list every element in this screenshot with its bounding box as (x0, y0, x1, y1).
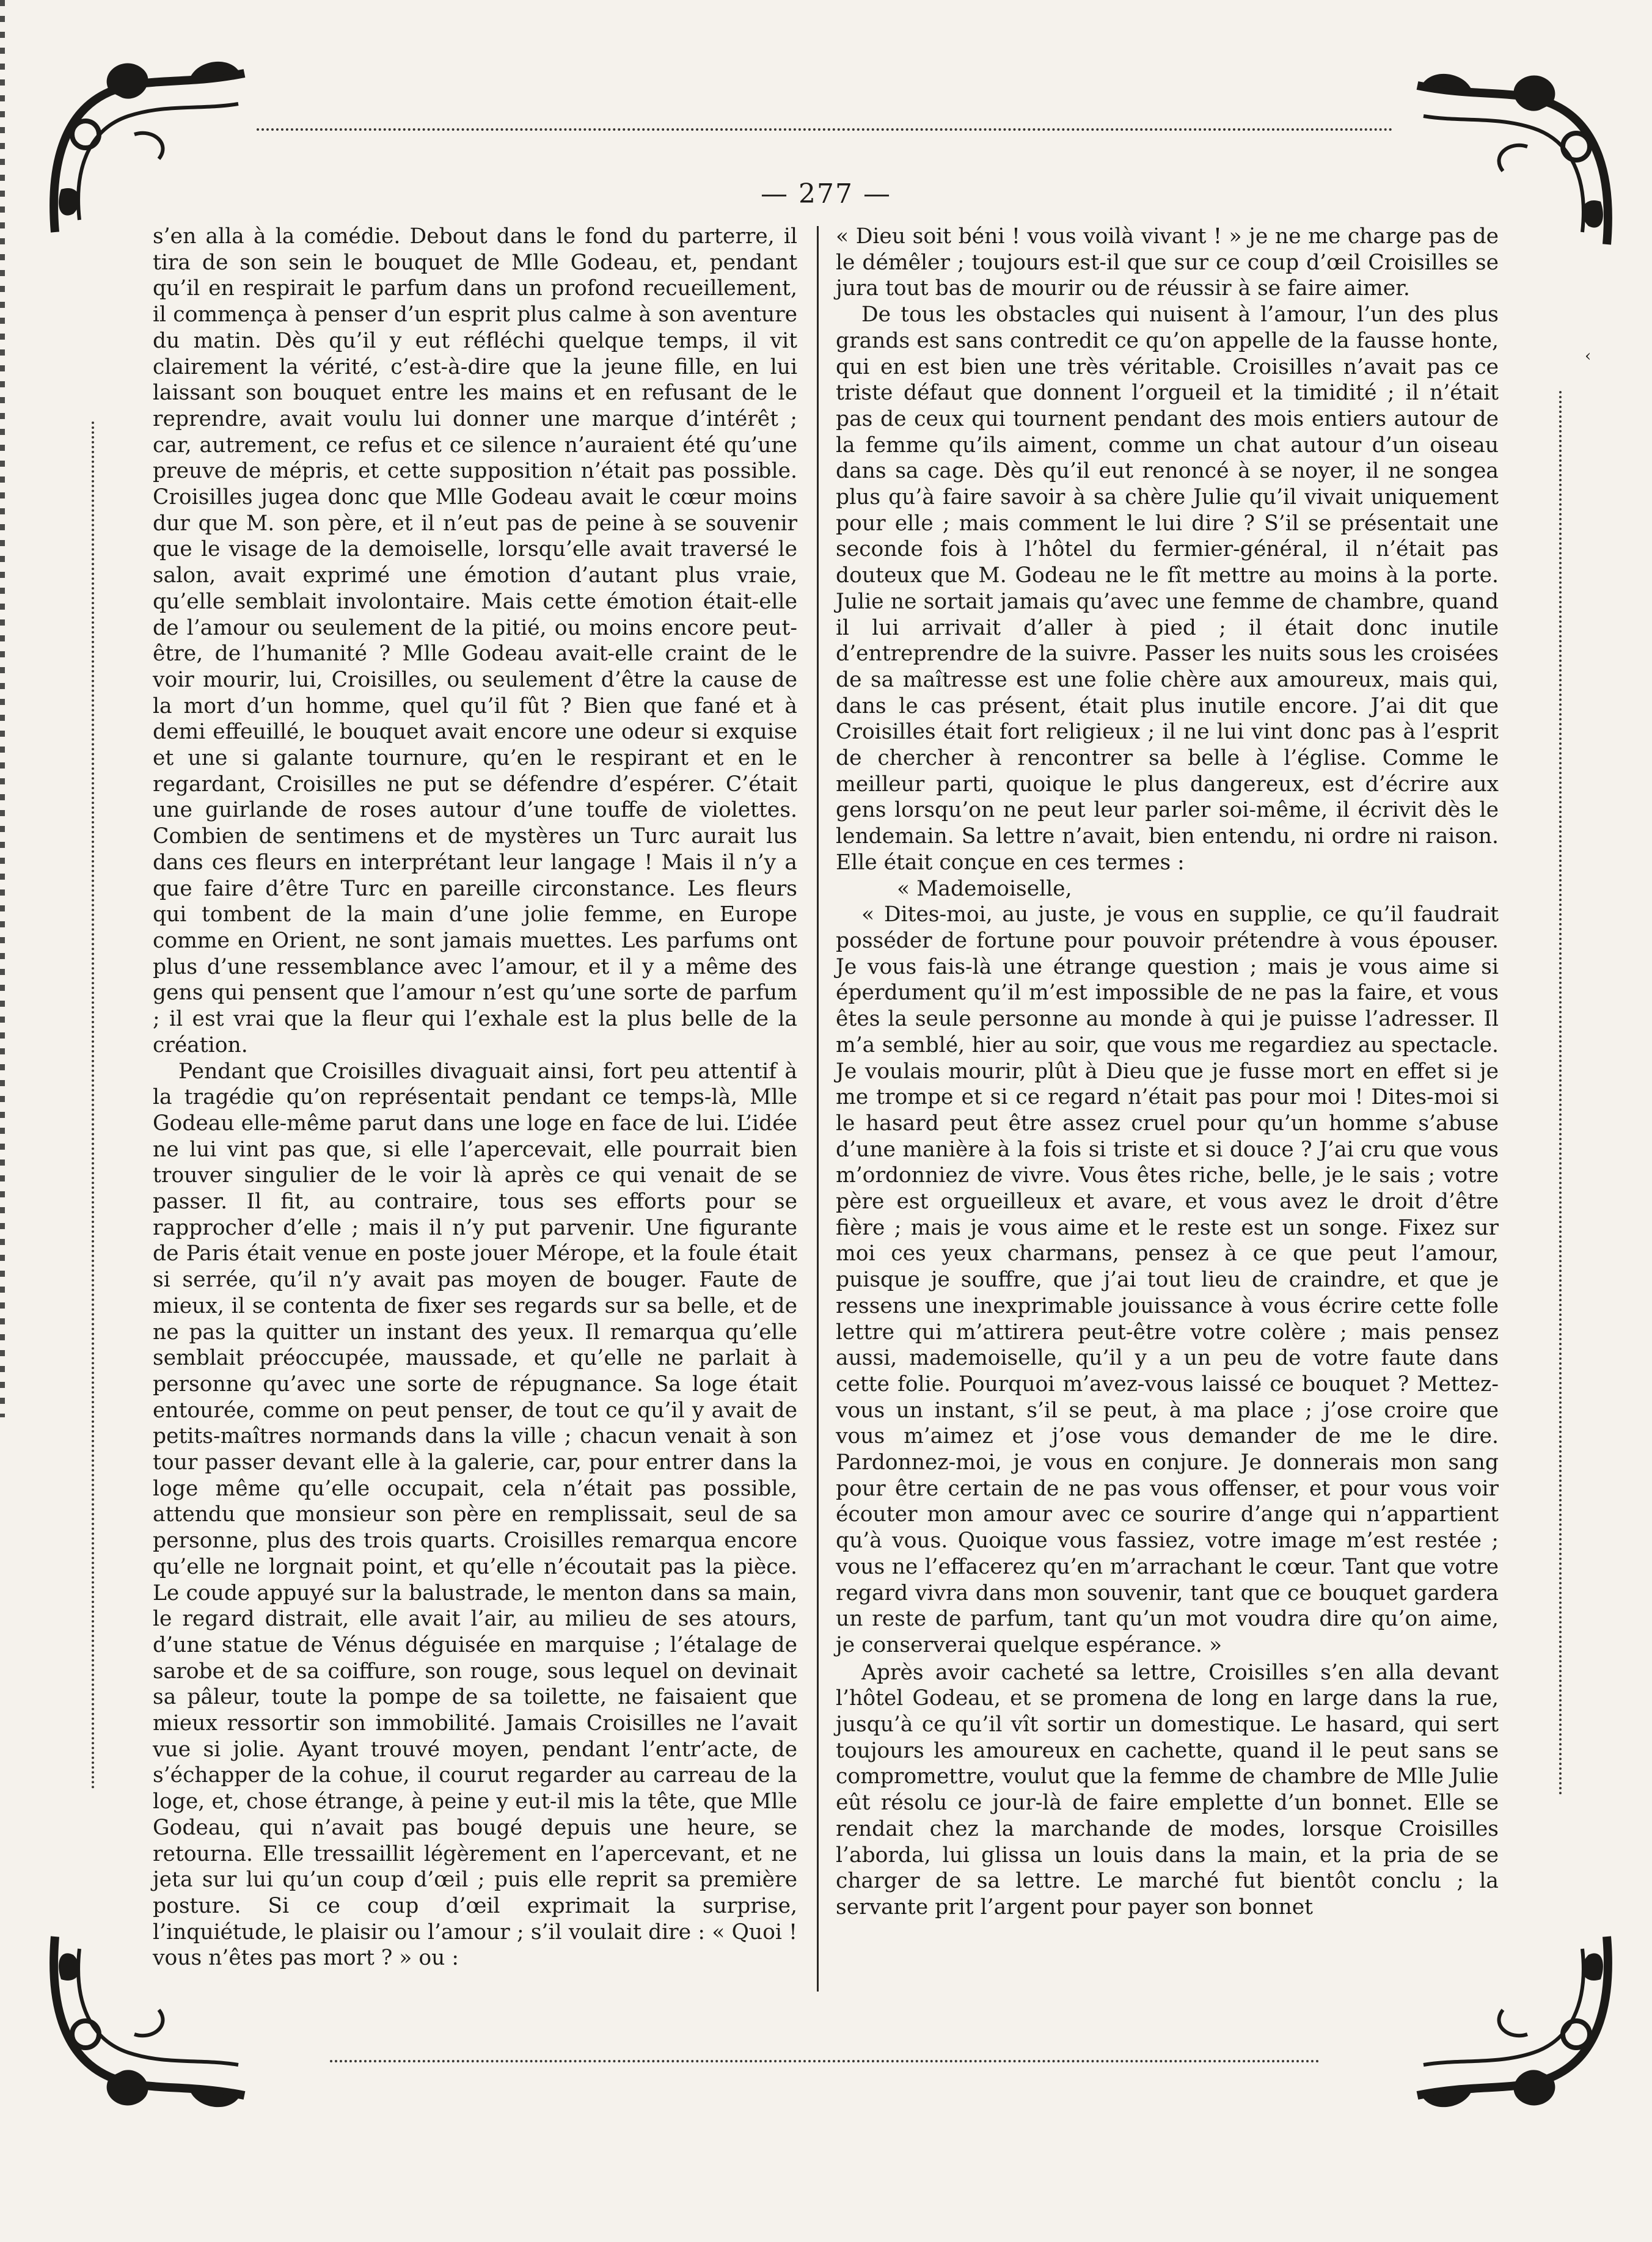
margin-mark: ‹ (1585, 347, 1592, 365)
letter-body: « Dites-moi, au juste, je vous en supplie, ce qu’il faudrait posséder de fortune pour pouvoir prétendre à vous épouser. Je vous fais-là une étrange question ; mais je vous aime si éperdument qu’il m’est impossible de ne pas la faire, et vous êtes la seule personne au monde à qui je puisse l’adresser. Il m’a semblé, hier au soir, que vous me regardiez au spectacle. Je voulais mourir, plût à Dieu que je fusse mort en effet si je me trompe et si ce regard n’était pas pour moi ! Dites-moi si le hasard peut être assez cruel pour qu’un homme s’abuse d’une manière à la fois si triste et si douce ? J’ai cru que vous m’ordonniez de vivre. Vous êtes riche, belle, je le sais ; votre père est orgueilleux et avare, et vous avez le droit d’être fière ; mais je vous aime et le reste est un songe. Fixez sur moi ces yeux charmans, pensez à ce que peut l’amour, puisque je souffre, que j’ai tout lieu de craindre, et que je ressens une inexprimable jouissance à vous écrire cette folle lettre qui m’attirera peut-être votre colère ; mais pensez aussi, mademoiselle, qu’il y a un peu de votre faute dans cette folie. Pourquoi m’avez-vous laissé ce bouquet ? Mettez-vous un instant, s’il se peut, à ma place ; j’ose croire que vous m’aimez et j’ose vous demander de me le dire. Pardonnez-moi, je vous en conjure. Je donnerais mon sang pour être certain de ne pas vous offenser, et pour vous voir écouter mon amour avec ce sourire d’ange qui n’appartient qu’à vous. Quoique vous fassiez, votre image m’est restée ; vous ne l’effacerez qu’en m’arrachant le cœur. Tant que votre regard vivra dans mon souvenir, tant que ce bouquet gardera un reste de parfum, tant qu’un mot voudra dire qu’on aime, je conserverai quelque espérance. » (836, 902, 1499, 1657)
paragraph: Après avoir cacheté sa lettre, Croisilles s’en alla devant l’hôtel Godeau, et se promena de long en large dans la rue, jusqu’à ce qu’il vît sortir un domestique. Le hasard, qui sert toujours les amoureux en cachette, quand il le peut sans se compromettre, voulut que la femme de chambre de Mlle Julie eût résolu ce jour-là de faire emplette d’un bonnet. Elle se rendait chez la marchande de modes, lorsque Croisilles l’aborda, lui glissa un louis dans la main, et la pria de se charger de sa lettre. Le marché fut bientôt conclu ; la servante prit l’argent pour payer son bonnet (836, 1660, 1499, 1919)
right-column (836, 224, 1499, 2069)
column-divider (817, 226, 819, 1992)
corner-ornament-top-left (43, 37, 263, 244)
right-border-rule (1559, 391, 1562, 1796)
paragraph: « Dieu soit béni ! vous voilà vivant ! » je ne me charge pas de le démêler ; toujours est-il que sur ce coup d’œil Croisilles se jura tout bas de mourir ou de réussir à se faire aimer. (836, 224, 1499, 301)
paragraph: Pendant que Croisilles divaguait ainsi, fort peu attentif à la tragédie qu’on représentait pendant ce temps-là, Mlle Godeau elle-même parut dans une loge en face de lui. L’idée ne lui vint pas que, si elle l’apercevait, elle pourrait bien trouver singulier de le voir là après ce qui venait de se passer. Il fit, au contraire, tous ses efforts pour se rapprocher d’elle ; mais il n’y put parvenir. Une figurante de Paris était venue en poste jouer Mérope, et la foule était si serrée, qu’il n’y avait pas moyen de bouger. Faute de mieux, il se contenta de fixer ses regards sur sa belle, et de ne pas la quitter un instant des yeux. Il remarqua qu’elle semblait préoccupée, maussade, et qu’elle ne parlait à personne qu’avec une sorte de répugnance. Sa loge était entourée, comme on peut penser, de tout ce qu’il y avait de petits-maîtres normands dans la ville ; chacun venait à son tour passer devant elle à la galerie, car, pour entrer dans la loge même qu’elle occupait, cela n’était pas possible, attendu que monsieur son père en remplissait, seul de sa personne, plus des trois quarts. Croisilles remarqua encore qu’elle ne lorgnait point, et qu’elle n’écoutait pas la pièce. Le coude appuyé sur la balustrade, le menton dans sa main, le regard distrait, elle avait l’air, au milieu de ses atours, d’une statue de Vénus déguisée en marquise ; l’étalage de sarobe et de sa coiffure, son rouge, sous lequel on devinait sa pâleur, toute la pompe de sa toilette, ne faisaient que mieux ressortir son immobilité. Jamais Croisilles ne l’avait vue si jolie. Ayant trouvé moyen, pendant l’entr’acte, de s’échapper de la cohue, il courut regarder au carreau de la loge, et, chose étrange, à peine y eut-il mis la tête, que Mlle Godeau, qui n’avait pas bougé depuis une heure, se retourna. Elle tressaillit légèrement en l’apercevant, et ne jeta sur lui qu’un coup d’œil ; puis elle reprit sa première posture. Si ce coup d’œil exprimait la surprise, l’inquiétude, le plaisir ou l’amour ; s’il voulait dire : « Quoi ! vous n’êtes pas mort ? » ou : (153, 1059, 797, 1971)
binding-edge (0, 0, 5, 1417)
paragraph: s’en alla à la comédie. Debout dans le fond du parterre, il tira de son sein le bouquet de Mlle Godeau, et, pendant qu’il en respirait le parfum dans un profond recueillement, il commença à penser d’un esprit plus calme à son aventure du matin. Dès qu’il y eut réfléchi quelque temps, il vit clairement la vérité, c’est-à-dire que la jeune fille, en lui laissant son bouquet entre les mains et en refusant de le reprendre, avait voulu lui donner une marque d’intérêt ; car, autrement, ce refus et ce silence n’auraient été qu’une preuve de mépris, et cette supposition n’était pas possible. Croisilles jugea donc que Mlle Godeau avait le cœur moins dur que M. son père, et il n’eut pas de peine à se souvenir que le visage de la demoiselle, lorsqu’elle avait traversé le salon, avait exprimé une émotion d’autant plus vraie, qu’elle semblait involontaire. Mais cette émotion était-elle de l’amour ou seulement de la pitié, ou moins encore peut-être, de l’humanité ? Mlle Godeau avait-elle craint de le voir mourir, lui, Croisilles, ou seulement d’être la cause de la mort d’un homme, quel qu’il fût ? Bien que fané et à demi effeuillé, le bouquet avait encore une odeur si exquise et une si galante tournure, qu’en le respirant et en le regardant, Croisilles ne put se défendre d’espérer. C’était une guirlande de roses autour d’une touffe de violettes. Combien de sentimens et de mystères un Turc aurait lus dans ces fleurs en interprétant leur langage ! Mais il n’y a que faire d’être Turc en pareille circonstance. Les fleurs qui tombent de la main d’une jolie femme, en Europe comme en Orient, ne sont jamais muettes. Les parfums ont plus d’une ressemblance avec l’amour, et il y a même des gens qui pensent que l’amour n’est qu’une sorte de parfum ; il est vrai que la fleur qui l’exhale est la plus belle de la création. (153, 224, 797, 1057)
left-column (153, 224, 797, 2069)
left-border-rule (92, 422, 94, 1790)
scroll-ornament-icon (43, 37, 263, 244)
top-border-rule (257, 128, 1393, 131)
paragraph: De tous les obstacles qui nuisent à l’amour, l’un des plus grands est sans contredit ce qu’on appelle de la fausse honte, qui en est bien une très véritable. Croisilles n’avait pas ce triste défaut que donnent l’orgueil et la timidité ; il n’était pas de ceux qui tournent pendant des mois entiers autour de la femme qu’ils aiment, comme un chat autour d’un oiseau dans sa cage. Dès qu’il eut renoncé à se noyer, il ne songea plus qu’à faire savoir à sa chère Julie qu’il vivait uniquement pour elle ; mais comment le lui dire ? S’il se présentait une seconde fois à l’hôtel du fermier-général, il n’était pas douteux que M. Godeau ne le fît mettre au moins à la porte. Julie ne sortait jamais qu’avec une femme de chambre, quand il lui arrivait d’aller à pied ; il était donc inutile d’entreprendre de la suivre. Passer les nuits sous les croisées de sa maîtresse est une folie chère aux amoureux, mais qui, dans le cas présent, était plus inutile encore. J’ai dit que Croisilles était fort religieux ; il ne lui vint donc pas à l’esprit de chercher à rencontrer sa belle à l’église. Comme le meilleur parti, quoique le plus dangereux, est d’écrire aux gens lorsqu’on ne peut leur parler soi-même, il écrivit dès le lendemain. Sa lettre n’avait, bien entendu, ni ordre ni raison. Elle était conçue en ces termes : (836, 302, 1499, 875)
page-number: — 277 — (761, 178, 891, 210)
letter-salutation: « Mademoiselle, (897, 876, 1072, 901)
